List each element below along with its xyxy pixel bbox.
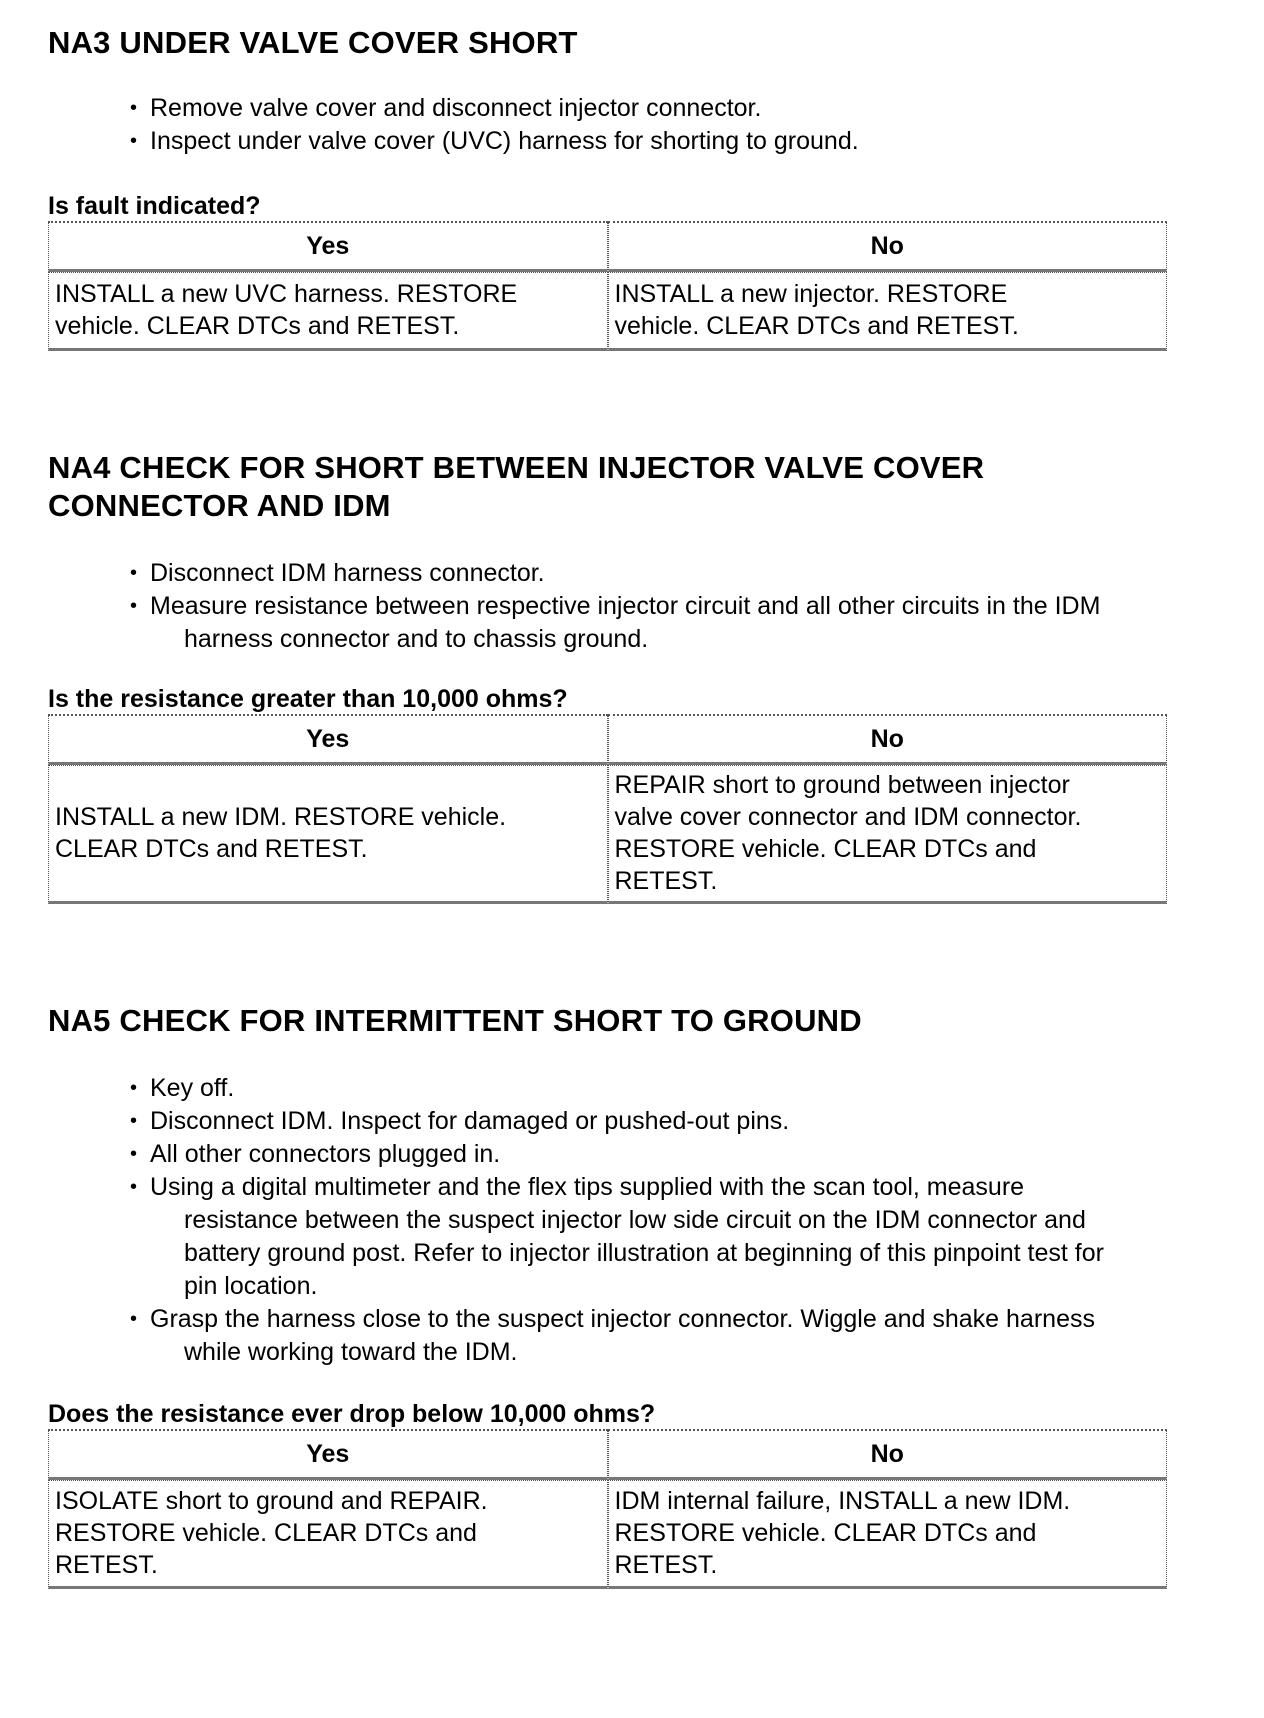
bullet-icon: • [130,1110,138,1132]
step-list [48,92,1218,158]
no-header: No [608,221,1168,272]
no-action: REPAIR short to ground between injector valve cover connector and IDM connector. RESTORE vehicle. CLEAR DTCs and RETEST. [608,765,1168,904]
yes-header: Yes [48,221,608,272]
step-item: • Grasp the harness close to the suspect injector connector. Wiggle and shake harness while working toward the IDM. [130,1305,1095,1366]
decision-table [48,221,1167,351]
section-title: NA5 CHECK FOR INTERMITTENT SHORT TO GROUND [48,1003,862,1038]
yes-action: INSTALL a new IDM. RESTORE vehicle. CLEAR DTCs and RETEST. [48,765,608,904]
decision-table [48,1429,1167,1589]
step-list [48,1072,1218,1369]
no-header: No [608,1429,1168,1480]
yes-header: Yes [48,714,608,765]
decision-question: Is the resistance greater than 10,000 ohms? [48,685,568,713]
no-action: INSTALL a new injector. RESTORE vehicle. CLEAR DTCs and RETEST. [608,272,1168,351]
no-action: IDM internal failure, INSTALL a new IDM. RESTORE vehicle. CLEAR DTCs and RETEST. [608,1480,1168,1589]
decision-question: Is fault indicated? [48,192,261,220]
decision-table [48,714,1167,904]
step-item: • All other connectors plugged in. [130,1138,1218,1171]
step-item: • Disconnect IDM. Inspect for damaged or pushed-out pins. [130,1105,1218,1138]
step-list [48,557,1218,656]
step-item: • Measure resistance between respective injector circuit and all other circuits in the IDM harness connector and to chassis ground. [130,592,1101,653]
bullet-icon: • [130,1143,138,1165]
step-item: • Inspect under valve cover (UVC) harness for shorting to ground. [130,125,1218,158]
no-header: No [608,714,1168,765]
step-item: • Key off. [130,1072,1218,1105]
step-item: • Disconnect IDM harness connector. [130,557,1218,590]
section-na3 [48,24,1218,351]
yes-action: INSTALL a new UVC harness. RESTORE vehicle. CLEAR DTCs and RETEST. [48,272,608,351]
yes-header: Yes [48,1429,608,1480]
bullet-icon: • [130,1308,138,1330]
bullet-icon: • [130,595,138,617]
step-item: • Remove valve cover and disconnect injector connector. [130,92,1218,125]
bullet-icon: • [130,97,138,119]
section-title: NA4 CHECK FOR SHORT BETWEEN INJECTOR VALVE COVER CONNECTOR AND IDM [48,450,985,523]
bullet-icon: • [130,130,138,152]
section-title: NA3 UNDER VALVE COVER SHORT [48,25,578,60]
bullet-icon: • [130,562,138,584]
yes-action: ISOLATE short to ground and REPAIR. RESTORE vehicle. CLEAR DTCs and RETEST. [48,1480,608,1589]
decision-question: Does the resistance ever drop below 10,000 ohms? [48,1400,656,1428]
step-item: • Using a digital multimeter and the flex tips supplied with the scan tool, measure resistance between the suspect injector low side circuit on the IDM connector and battery ground post. Refer to injector illustration at beginning of this pinpoint test for pin location. [130,1173,1104,1300]
bullet-icon: • [130,1077,138,1099]
bullet-icon: • [130,1176,138,1198]
section-na4 [48,449,1218,904]
section-na5 [48,1002,1218,1589]
document-page [48,24,1218,1589]
